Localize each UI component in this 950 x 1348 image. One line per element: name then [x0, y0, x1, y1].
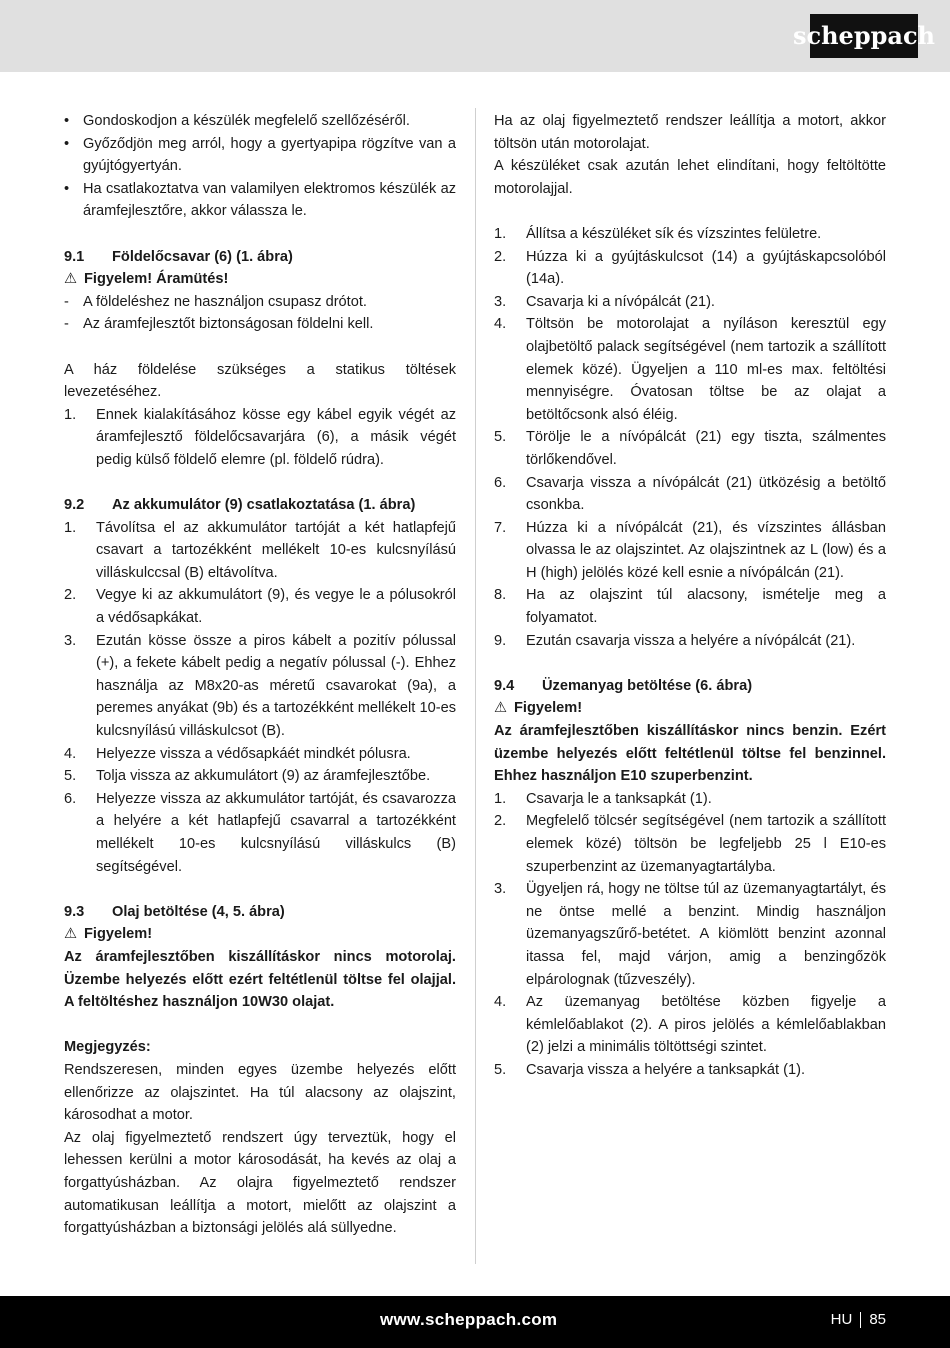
list-item [64, 133, 456, 178]
page-indicator [831, 1309, 886, 1332]
step-number: 2. [64, 587, 77, 604]
numbered-step [494, 426, 886, 471]
list-item [64, 313, 456, 336]
numbered-step [494, 991, 886, 1059]
section-heading-9-3 [64, 901, 456, 924]
step-number: 8. [494, 587, 507, 604]
step-text: Ennek kialakításához kösse egy kábel egyik végét az áramfejlesztő földelőcsavarjára (6), a másik végét pedig külső földelő elemre (pl. földelő rúdra). [96, 406, 456, 468]
warning-paragraph: Az áramfejlesztőben kiszállításkor nincs motorolaj. Üzembe helyezés előtt ezért feltétlenül töltse fel olajjal. A feltöltéshez használjon 10W30 olajat. [64, 948, 456, 1011]
page-number: 85 [869, 1311, 886, 1328]
step-text: Húzza ki a nívópálcát (21), és vízszintes állásban olvassa le az olajszintet. Az olajszintnek az L (low) és a H (high) jelölés közé kell esnie a nívópálcán (21). [526, 519, 886, 581]
numbered-step [494, 788, 886, 811]
list-item [64, 291, 456, 314]
step-text: Törölje le a nívópálcát (21) egy tiszta, szálmentes törlőkendővel. [526, 429, 886, 468]
step-text: Csavarja vissza a nívópálcát (21) ütközésig a betöltő csonkba. [526, 474, 886, 514]
warning-triangle-icon: ⚠ [64, 271, 78, 288]
dash-marker: - [64, 316, 69, 333]
step-text: Csavarja le a tanksapkát (1). [526, 790, 712, 807]
list-item [64, 110, 456, 133]
warning-text: Figyelem! Áramütés! [84, 271, 229, 288]
numbered-step [64, 630, 456, 743]
website-link[interactable]: www.scheppach.com [380, 1310, 558, 1329]
numbered-step [494, 223, 886, 246]
step-text: Állítsa a készüléket sík és vízszintes felületre. [526, 225, 822, 242]
step-text: Tolja vissza az akkumulátort (9) az áramfejlesztőbe. [96, 768, 431, 785]
warning-text: Figyelem! [514, 700, 583, 717]
warning-line [494, 697, 886, 720]
step-text: Ha az olajszint túl alacsony, ismételje meg a folyamatot. [526, 587, 886, 627]
step-number: 5. [64, 768, 77, 785]
numbered-step [494, 584, 886, 629]
column-divider [475, 108, 476, 1264]
section-title: Üzemanyag betöltése (6. ábra) [542, 677, 753, 694]
step-text: Vegye ki az akkumulátort (9), és vegye le a pólusokról a védősapkákat. [96, 587, 456, 627]
step-number: 6. [494, 474, 507, 491]
scheppach-logo: scheppach [810, 14, 918, 58]
numbered-step [494, 291, 886, 314]
numbered-step [494, 472, 886, 517]
warning-text: Figyelem! [84, 926, 153, 943]
paragraph: A ház földelése szükséges a statikus töltések levezetéséhez. [64, 361, 456, 401]
numbered-step [64, 765, 456, 788]
step-number: 3. [494, 293, 507, 310]
step-number: 1. [494, 225, 507, 242]
section-number: 9.4 [494, 677, 515, 694]
step-number: 4. [494, 994, 507, 1011]
paragraph: Ha az olaj figyelmeztető rendszer leállítja a motort, akkor töltsön után motorolajat. [494, 113, 886, 152]
step-text: Helyezze vissza az akkumulátor tartóját, és csavarozza a helyére a két hatlapfejű csavarral a tartozékként mellékelt 10-es kulcsnyílású villáskulcs (B) segítségével. [96, 790, 456, 875]
numbered-step [64, 404, 456, 472]
step-number: 4. [494, 316, 507, 333]
step-text: Megfelelő tölcsér segítségével (nem tartozik a szállított elemek közé) töltsön be legfeljebb 25 l E10-es szuperbenzint az üzemanyagtartályba. [526, 813, 886, 875]
list-item [64, 178, 456, 223]
numbered-step [64, 788, 456, 878]
page-header [0, 0, 950, 72]
step-number: 3. [494, 881, 507, 898]
section-number: 9.1 [64, 248, 85, 265]
step-number: 9. [494, 632, 507, 649]
numbered-step [64, 517, 456, 585]
step-number: 3. [64, 632, 77, 649]
list-item-text: A földeléshez ne használjon csupasz drótot. [83, 293, 367, 310]
warning-triangle-icon: ⚠ [494, 700, 508, 717]
step-text: Csavarja vissza a helyére a tanksapkát (1). [526, 1061, 806, 1078]
list-item-text: Gondoskodjon a készülék megfelelő szellőzéséről. [83, 113, 410, 129]
section-heading-9-2 [64, 494, 456, 517]
step-number: 4. [64, 745, 77, 762]
step-number: 2. [494, 813, 507, 830]
numbered-step [494, 517, 886, 585]
list-item-text: Győződjön meg arról, hogy a gyertyapipa rögzítve van a gyújtógyertyán. [83, 135, 456, 175]
step-text: Csavarja ki a nívópálcát (21). [526, 293, 715, 310]
section-heading-9-1 [64, 246, 456, 269]
numbered-step [494, 810, 886, 878]
step-text: Ügyeljen rá, hogy ne töltse túl az üzemanyagtartályt, és ne öntse mellé a benzint. Mindig használjon üzemanyagszűrő-betétet. A kiömlött benzint azonnal itassa fel, majd várjon, amig a benzingőzök elpárolognak (tűzveszély). [526, 881, 886, 988]
list-item-text: Az áramfejlesztőt biztonságosan földelni kell. [83, 316, 374, 333]
numbered-step [64, 743, 456, 766]
step-number: 6. [64, 790, 77, 807]
numbered-step [494, 878, 886, 991]
step-text: Helyezze vissza a védősapkáét mindkét pólusra. [96, 745, 411, 762]
step-number: 5. [494, 429, 507, 446]
step-number: 2. [494, 248, 507, 265]
step-number: 1. [494, 790, 507, 807]
section-heading-9-4 [494, 675, 886, 698]
numbered-step [494, 313, 886, 426]
section-number: 9.2 [64, 497, 85, 514]
language-code: HU [830, 1311, 853, 1328]
section-title: Az akkumulátor (9) csatlakoztatása (1. ábra) [112, 497, 416, 514]
paragraph: Az olaj figyelmeztető rendszert úgy terveztük, hogy el lehessen kerülni a motor károsodását, ha kevés az olaj a forgattyúsházban. Az olajra figyelmeztető rendszer automatikusan leállítja a motort, mielőtt az olajszint a forgattyúsházban a biztonsági jelölés alá süllyedne. [64, 1129, 456, 1237]
section-title: Földelőcsavar (6) (1. ábra) [112, 248, 293, 265]
bullet-marker: • [64, 180, 70, 197]
step-text: Ezután kösse össze a piros kábelt a pozitív pólussal (+), a fekete kábelt pedig a negatív pólussal (-). Ehhez használja az M8x20-as méretű csavarokat (9a), a peremes anyákat (9b) és a tartozékként mellékelt 10-es kulcsnyílású villáskulcsot (B). [96, 632, 456, 740]
warning-paragraph: Az áramfejlesztőben kiszállításkor nincs benzin. Ezért üzembe helyezés előtt feltétlenül töltse fel benzinnel. Ehhez használjon E10 szuperbenzint. [494, 723, 886, 785]
warning-triangle-icon: ⚠ [64, 926, 78, 943]
step-number: 7. [494, 519, 507, 536]
list-item-text: Ha csatlakoztatva van valamilyen elektromos készülék az áramfejlesztőre, akkor válassza le. [83, 180, 456, 220]
step-text: Távolítsa el az akkumulátor tartóját a két hatlapfejű csavart a tartozékként mellékelt 10-es kulcsnyílású villáskulccsal (B) eltávolítva. [96, 519, 456, 581]
step-number: 1. [64, 406, 77, 423]
warning-line [64, 923, 456, 946]
dash-marker: - [64, 293, 69, 310]
numbered-step [64, 584, 456, 629]
note-title: Megjegyzés: [64, 1039, 151, 1056]
warning-line [64, 268, 456, 291]
numbered-step [494, 1059, 886, 1082]
section-title: Olaj betöltése (4, 5. ábra) [112, 903, 285, 920]
paragraph: A készüléket csak azután lehet elindítani, hogy feltöltötte motorolajjal. [494, 158, 886, 197]
step-number: 1. [64, 519, 77, 536]
step-text: Ezután csavarja vissza a helyére a nívópálcát (21). [526, 632, 856, 649]
page-separator [860, 1312, 861, 1328]
section-number: 9.3 [64, 903, 85, 920]
numbered-step [494, 246, 886, 291]
numbered-step [494, 630, 886, 653]
step-text: Húzza ki a gyújtáskulcsot (14) a gyújtáskapcsolóból (14a). [526, 248, 886, 288]
paragraph: Rendszeresen, minden egyes üzembe helyezés előtt ellenőrizze az olajszintet. Ha túl alacsony az olajszint, károsodhat a motor. [64, 1061, 456, 1124]
bullet-marker: • [64, 113, 70, 129]
step-number: 5. [494, 1061, 507, 1078]
step-text: Töltsön be motorolajat a nyíláson keresztül egy olajbetöltő palack segítségével (nem tartozik a szállított elemek közé). Ügyeljen a 110 ml-es max. feltöltési mennyiségre. Óvatosan töltse be az olajat a betöltőcsonk alsó éléig. [526, 316, 886, 423]
page-footer [0, 1296, 950, 1348]
left-column [64, 110, 456, 1240]
right-column [494, 110, 886, 1082]
step-text: Az üzemanyag betöltése közben figyelje a kémlelőablakot (2). A piros jelölés a kémlelőablakban (2) jelzi a minimális töltöttségi szintet. [526, 994, 886, 1056]
bullet-marker: • [64, 135, 70, 152]
